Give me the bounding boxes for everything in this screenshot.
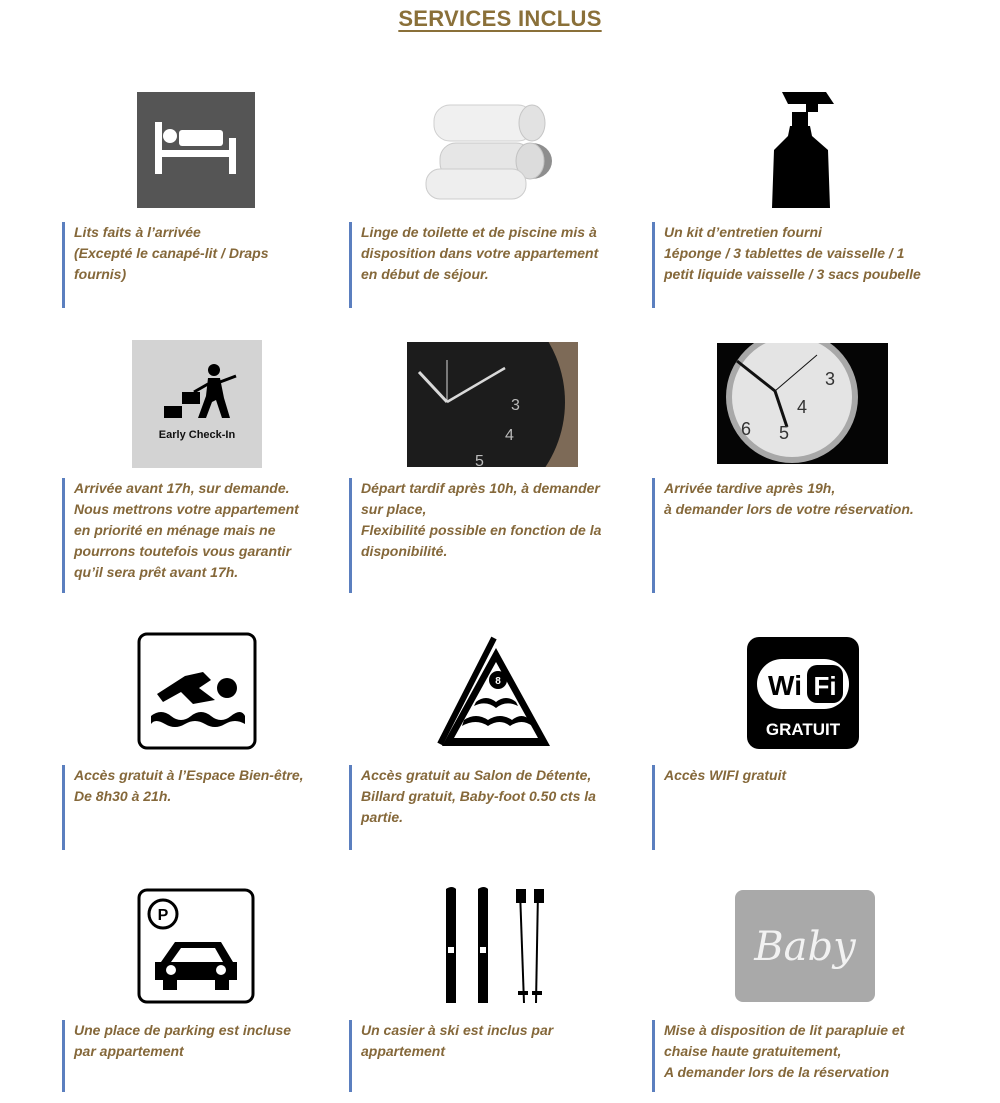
- early-checkin-icon: [132, 340, 262, 468]
- service-description: Mise à disposition de lit parapluie et chaise haute gratuitement, A demander lors de la réservation: [652, 1020, 964, 1092]
- svg-text:P: P: [157, 907, 169, 924]
- spray-bottle-icon: [768, 90, 840, 210]
- svg-text:5: 5: [779, 423, 790, 443]
- night-clock-icon: [717, 343, 888, 464]
- towels-icon: [420, 95, 555, 203]
- svg-text:Wi: Wi: [768, 670, 802, 701]
- svg-text:4: 4: [505, 427, 514, 444]
- svg-text:8: 8: [495, 676, 501, 687]
- svg-text:6: 6: [741, 419, 752, 439]
- svg-text:GRATUIT: GRATUIT: [765, 720, 841, 739]
- baby-rug-icon: [735, 890, 875, 1002]
- wifi-icon: [747, 637, 859, 749]
- svg-text:Baby: Baby: [754, 924, 856, 970]
- svg-text:5: 5: [475, 453, 484, 467]
- billiards-icon: [434, 632, 556, 750]
- swimming-icon: [137, 632, 257, 750]
- svg-text:4: 4: [797, 397, 808, 417]
- service-description: Arrivée tardive après 19h, à demander lors de votre réservation.: [652, 478, 964, 593]
- service-description: Linge de toilette et de piscine mis à disposition dans votre appartement en début de séjour.: [349, 222, 631, 308]
- svg-text:Early Check-In: Early Check-In: [158, 429, 236, 441]
- parking-icon: [137, 888, 255, 1004]
- svg-text:Fi: Fi: [813, 671, 837, 701]
- service-description: Arrivée avant 17h, sur demande. Nous mettrons votre appartement en priorité en ménage mais ne pourrons toutefois vous garantir qu’il sera prêt avant 17h.: [62, 478, 344, 593]
- service-description: Un casier à ski est inclus par appartement: [349, 1020, 631, 1092]
- ski-icon: [440, 885, 550, 1007]
- service-description: Une place de parking est incluse par appartement: [62, 1020, 344, 1092]
- service-description: Un kit d’entretien fourni 1éponge / 3 tablettes de vaisselle / 1 petit liquide vaisselle / 3 sacs poubelle: [652, 222, 964, 308]
- bed-icon: [137, 92, 255, 208]
- svg-text:3: 3: [825, 369, 836, 389]
- service-description: Accès gratuit à l’Espace Bien-être, De 8h30 à 21h.: [62, 765, 344, 850]
- service-description: Accès WIFI gratuit: [652, 765, 964, 850]
- page-title: SERVICES INCLUS: [398, 6, 602, 31]
- service-description: Lits faits à l’arrivée (Excepté le canapé-lit / Draps fournis): [62, 222, 344, 308]
- service-description: Départ tardif après 10h, à demander sur place, Flexibilité possible en fonction de la disponibilité.: [349, 478, 631, 593]
- service-description: Accès gratuit au Salon de Détente, Billard gratuit, Baby-foot 0.50 cts la partie.: [349, 765, 631, 850]
- wall-clock-icon: [407, 342, 578, 467]
- svg-text:3: 3: [511, 397, 520, 414]
